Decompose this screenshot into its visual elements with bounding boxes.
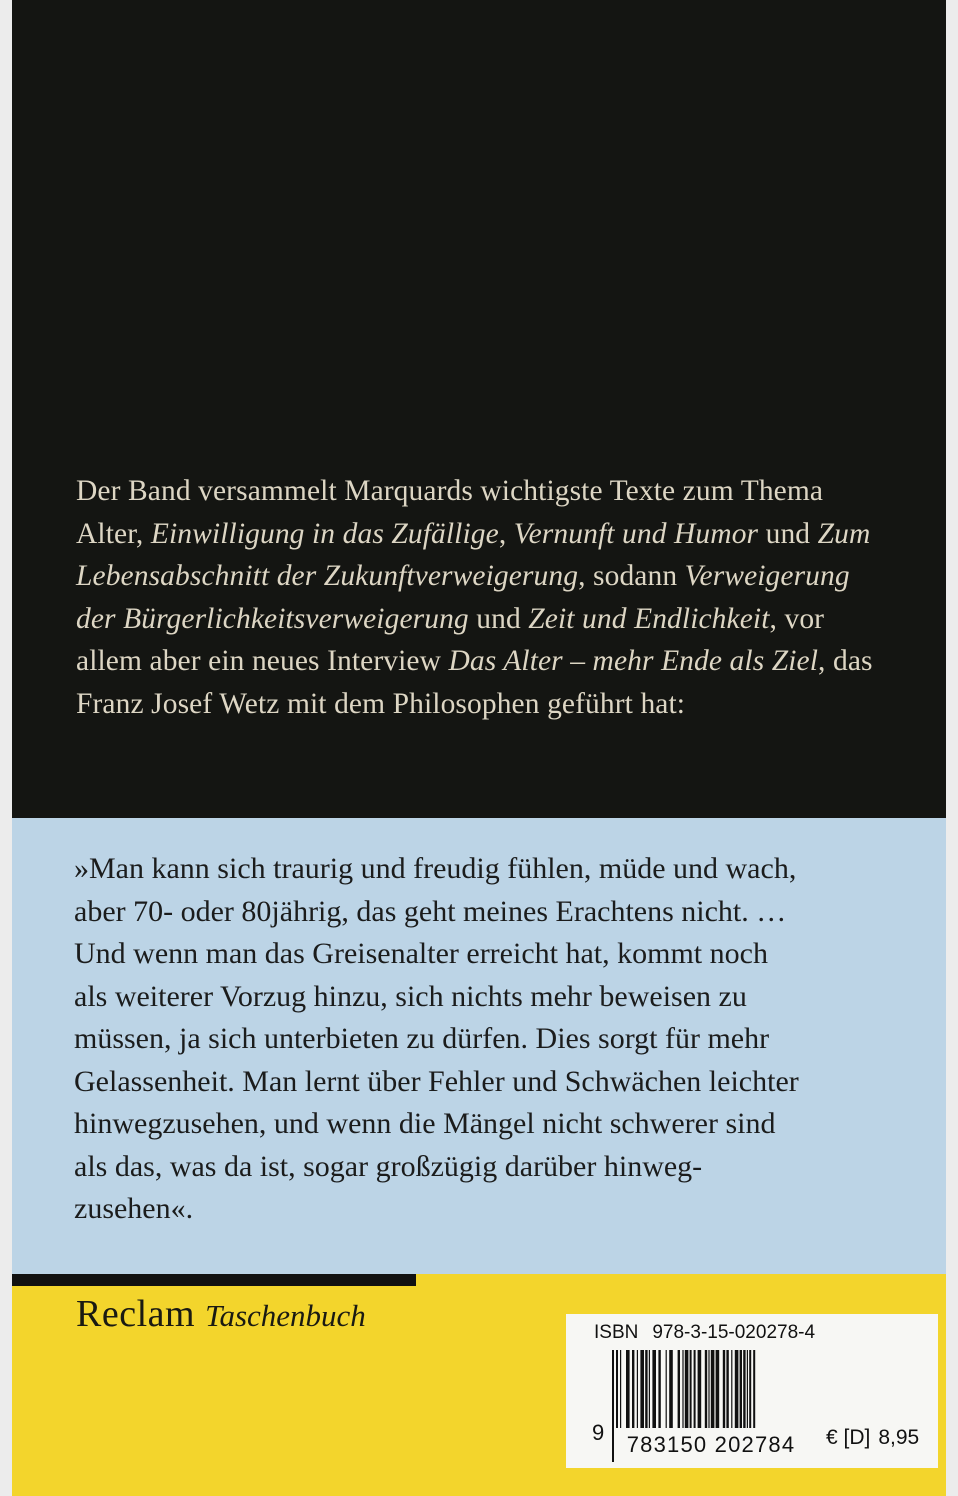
barcode-bar — [731, 1350, 732, 1430]
quote-line: »Man kann sich traurig und freudig fühlen, müde und wach, — [74, 852, 797, 885]
dark-section — [12, 0, 946, 818]
blurb-title-italic: Einwilligung in das Zufällige — [150, 517, 499, 550]
book-back-cover — [12, 0, 946, 1496]
quote-line: Gelassenheit. Man lernt über Fehler und Schwächen leichter — [74, 1064, 799, 1098]
barcode-bar — [711, 1350, 715, 1430]
black-rule — [12, 1274, 416, 1286]
quote-line: müssen, ja sich unterbieten zu dürfen. Dies sorgt für mehr — [74, 1022, 770, 1055]
series-name: Taschenbuch — [205, 1298, 366, 1333]
barcode-bar — [652, 1350, 656, 1430]
barcode-bar — [740, 1350, 742, 1430]
barcode-bar — [620, 1350, 621, 1430]
barcode-bar — [637, 1350, 638, 1430]
barcode-bar — [640, 1350, 644, 1430]
price-currency: € [D] — [826, 1426, 871, 1449]
barcode-bar — [723, 1350, 725, 1430]
blurb-segment: , das Franz Josef Wetz mit dem Philosophen geführt hat: — [76, 645, 873, 720]
blurb-segment: Der Band versammelt Marquards wichtigste Texte zum Thema Alter, — [76, 475, 824, 550]
barcode-bar — [645, 1350, 647, 1430]
barcode-bar — [658, 1350, 660, 1430]
barcode-bar — [735, 1350, 739, 1430]
blurb-segment: und — [468, 602, 529, 635]
isbn-number: 978-3-15-020278-4 — [652, 1322, 816, 1343]
publisher-brand — [76, 1292, 366, 1336]
blurb-title-italic: Das Alter – mehr Ende als Ziel — [448, 645, 819, 677]
quote-panel — [12, 818, 946, 1274]
barcode-label — [566, 1314, 938, 1468]
isbn-line — [594, 1322, 815, 1344]
price-tag — [826, 1426, 919, 1450]
barcode-bar — [626, 1350, 630, 1430]
blurb-title-italic: Zum Lebensabschnitt der Zukunftverweigerung — [76, 517, 871, 592]
blurb-title-italic: Vernunft und Humor — [513, 517, 759, 550]
quote-line: hinwegzusehen, und wenn die Mängel nicht schwerer sind — [74, 1107, 776, 1140]
barcode-bar — [698, 1350, 702, 1430]
barcode-bar — [726, 1350, 728, 1430]
barcode-bar — [632, 1350, 634, 1430]
blurb-title-italic: Zeit und Endlichkeit — [528, 602, 770, 635]
barcode-bar — [747, 1350, 748, 1430]
blurb-title-italic: Verweigerung der Bürgerlichkeitsverweigerung — [76, 560, 850, 635]
barcode-bar — [649, 1350, 650, 1430]
price-value: 8,95 — [878, 1426, 920, 1449]
blurb-segment: , vor allem aber ein neues Interview — [76, 602, 825, 677]
quote-text — [74, 848, 894, 1231]
blurb-segment: , — [498, 517, 514, 550]
barcode-bar — [682, 1350, 683, 1430]
quote-line: als das, was da ist, sogar großzügig darüber hinweg- — [74, 1149, 703, 1183]
blurb-segment: und — [758, 517, 818, 550]
isbn-label: ISBN — [594, 1322, 639, 1343]
barcode-bar — [705, 1350, 707, 1430]
quote-line: aber 70- oder 80jährig, das geht meines Erachtens nicht. … — [74, 894, 787, 928]
publisher-name: Reclam — [76, 1293, 196, 1335]
barcode-bar — [708, 1350, 709, 1430]
blurb-text — [76, 470, 876, 725]
ean-first-digit: 9 — [592, 1420, 605, 1445]
barcode-bar — [666, 1350, 667, 1430]
ean-digits: 783150 202784 — [614, 1428, 808, 1462]
barcode-bar — [685, 1350, 689, 1430]
quote-line: als weiterer Vorzug hinzu, sich nichts mehr beweisen zu — [74, 979, 747, 1013]
barcode-bar — [678, 1350, 680, 1430]
barcode-bar — [716, 1350, 720, 1430]
quote-line: zusehen«. — [74, 1192, 194, 1225]
barcode-bar — [669, 1350, 673, 1430]
quote-line: Und wenn man das Greisenalter erreicht hat, kommt noch — [74, 937, 768, 970]
blurb-segment: , sodann — [578, 560, 685, 592]
barcode-bar — [743, 1350, 745, 1430]
